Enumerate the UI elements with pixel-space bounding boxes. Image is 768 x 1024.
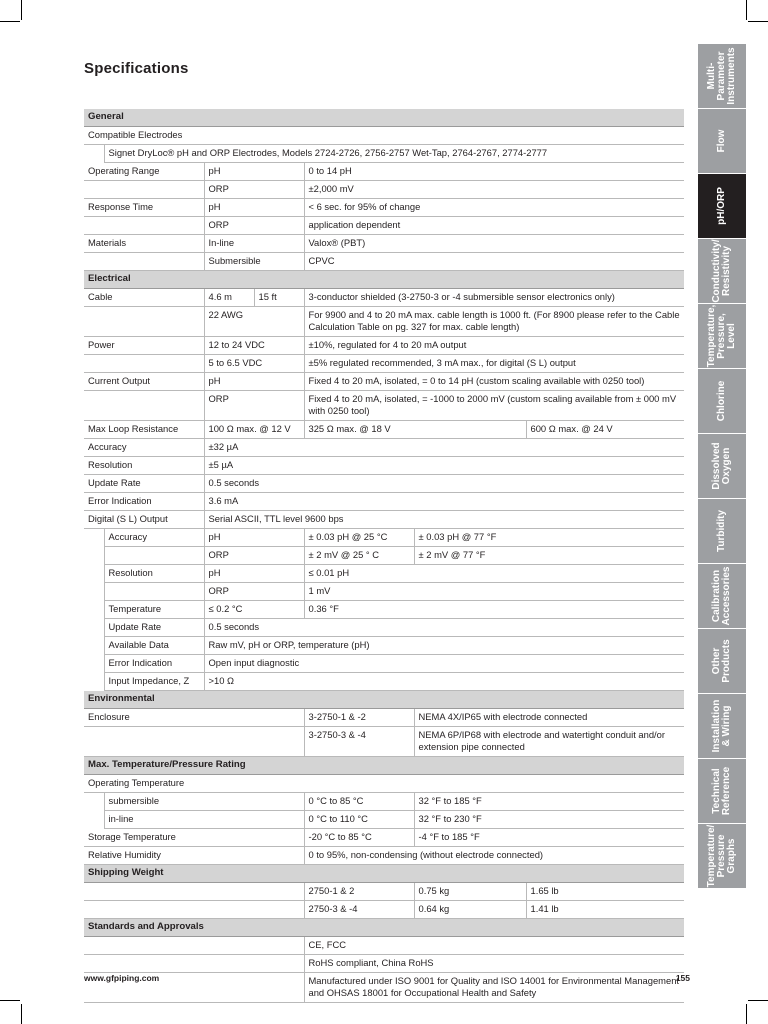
page-title: Specifications xyxy=(84,60,189,77)
table-row: ORP ± 2 mV @ 25 ° C ± 2 mV @ 77 °F xyxy=(84,547,684,565)
crop-mark xyxy=(748,21,768,22)
table-row: Accuracy ±32 µA xyxy=(84,439,684,457)
specifications-table xyxy=(84,109,684,1003)
table-row: 2750-1 & 2 0.75 kg 1.65 lb xyxy=(84,883,684,901)
table-row: Available Data Raw mV, pH or ORP, temperature (pH) xyxy=(84,637,684,655)
table-row: ORP 1 mV xyxy=(84,583,684,601)
table-row: Enclosure 3-2750-1 & -2 NEMA 4X/IP65 with electrode connected xyxy=(84,709,684,727)
tab-technical-reference[interactable]: Technical Reference xyxy=(698,759,746,823)
crop-mark xyxy=(0,21,20,22)
crop-mark xyxy=(748,1000,768,1001)
table-row: Storage Temperature -20 °C to 85 °C -4 °F to 185 °F xyxy=(84,829,684,847)
table-row: Submersible CPVC xyxy=(84,253,684,271)
table-row: Resolution ±5 µA xyxy=(84,457,684,475)
tab-turbidity[interactable]: Turbidity xyxy=(698,499,746,563)
table-row: Relative Humidity 0 to 95%, non-condensing (without electrode connected) xyxy=(84,847,684,865)
tab-temperature-pressure-graphs[interactable]: Temperature/ Pressure Graphs xyxy=(698,824,746,888)
tab-other-products[interactable]: Other Products xyxy=(698,629,746,693)
tab-ph-orp[interactable]: pH/ORP xyxy=(698,174,746,238)
table-row: Operating Temperature xyxy=(84,775,684,793)
table-row: Accuracy pH ± 0.03 pH @ 25 °C ± 0.03 pH @ 77 °F xyxy=(84,529,684,547)
tab-chlorine[interactable]: Chlorine xyxy=(698,369,746,433)
table-row: Error Indication Open input diagnostic xyxy=(84,655,684,673)
section-header-environmental: Environmental xyxy=(84,691,684,709)
table-row: Update Rate 0.5 seconds xyxy=(84,475,684,493)
tab-temperature-pressure-level[interactable]: Temperature, Pressure, Level xyxy=(698,304,746,368)
crop-mark xyxy=(21,0,22,20)
table-row: Input Impedance, Z >10 Ω xyxy=(84,673,684,691)
table-row: 22 AWG For 9900 and 4 to 20 mA max. cable length is 1000 ft. (For 8900 please refer to the Cable Calculation Table on pg. 327 for max. cable length) xyxy=(84,307,684,337)
table-row: Current Output pH Fixed 4 to 20 mA, isolated, = 0 to 14 pH (custom scaling available with 0250 tool) xyxy=(84,373,684,391)
tab-flow[interactable]: Flow xyxy=(698,109,746,173)
tab-installation-wiring[interactable]: Installation & Wiring xyxy=(698,694,746,758)
section-header-general: General xyxy=(84,109,684,127)
table-row: Compatible Electrodes xyxy=(84,127,684,145)
table-row: ORP application dependent xyxy=(84,217,684,235)
crop-mark xyxy=(21,1004,22,1024)
section-header-electrical: Electrical xyxy=(84,271,684,289)
table-row: in-line 0 °C to 110 °C 32 °F to 230 °F xyxy=(84,811,684,829)
table-row: Max Loop Resistance 100 Ω max. @ 12 V 325 Ω max. @ 18 V 600 Ω max. @ 24 V xyxy=(84,421,684,439)
tab-dissolved-oxygen[interactable]: Dissolved Oxygen xyxy=(698,434,746,498)
table-row: Update Rate 0.5 seconds xyxy=(84,619,684,637)
table-row: Signet DryLoc® pH and ORP Electrodes, Models 2724-2726, 2756-2757 Wet-Tap, 2764-2767, 2774-2777 xyxy=(84,145,684,163)
table-row: Operating Range pH 0 to 14 pH xyxy=(84,163,684,181)
footer-url[interactable]: www.gfpiping.com xyxy=(84,973,160,983)
tab-multi-parameter[interactable]: Multi- Parameter Instruments xyxy=(698,44,746,108)
category-tabs xyxy=(698,44,746,889)
table-row: Power 12 to 24 VDC ±10%, regulated for 4 to 20 mA output xyxy=(84,337,684,355)
table-row: Digital (S L) Output Serial ASCII, TTL level 9600 bps xyxy=(84,511,684,529)
tab-calibration[interactable]: Calibration Accessories xyxy=(698,564,746,628)
table-row: ORP Fixed 4 to 20 mA, isolated, = -1000 to 2000 mV (custom scaling available from ± 000 mV with 0250 tool) xyxy=(84,391,684,421)
page-number: 155 xyxy=(675,973,690,983)
crop-mark xyxy=(0,1000,20,1001)
table-row: 3-2750-3 & -4 NEMA 6P/IP68 with electrode and watertight conduit and/or extension pipe connected xyxy=(84,727,684,757)
section-header-standards: Standards and Approvals xyxy=(84,919,684,937)
table-row: submersible 0 °C to 85 °C 32 °F to 185 °F xyxy=(84,793,684,811)
table-row: Error Indication 3.6 mA xyxy=(84,493,684,511)
table-row: 2750-3 & -4 0.64 kg 1.41 lb xyxy=(84,901,684,919)
table-row: CE, FCC xyxy=(84,937,684,955)
section-header-shipping: Shipping Weight xyxy=(84,865,684,883)
tab-conductivity[interactable]: Conductivity/ Resistivity xyxy=(698,239,746,303)
crop-mark xyxy=(746,0,747,20)
table-row: 5 to 6.5 VDC ±5% regulated recommended, 3 mA max., for digital (S L) output xyxy=(84,355,684,373)
table-row: Response Time pH < 6 sec. for 95% of change xyxy=(84,199,684,217)
table-row: Temperature ≤ 0.2 °C 0.36 °F xyxy=(84,601,684,619)
section-header-max-temperature: Max. Temperature/Pressure Rating xyxy=(84,757,684,775)
table-row: Manufactured under ISO 9001 for Quality and ISO 14001 for Environmental Management and OHSAS 18001 for Occupational Health and Safety xyxy=(84,973,684,1003)
table-row: Resolution pH ≤ 0.01 pH xyxy=(84,565,684,583)
crop-mark xyxy=(746,1004,747,1024)
table-row: Cable 4.6 m 15 ft 3-conductor shielded (3-2750-3 or -4 submersible sensor electronics only) xyxy=(84,289,684,307)
table-row: RoHS compliant, China RoHS xyxy=(84,955,684,973)
table-row: Materials In-line Valox® (PBT) xyxy=(84,235,684,253)
table-row: ORP ±2,000 mV xyxy=(84,181,684,199)
